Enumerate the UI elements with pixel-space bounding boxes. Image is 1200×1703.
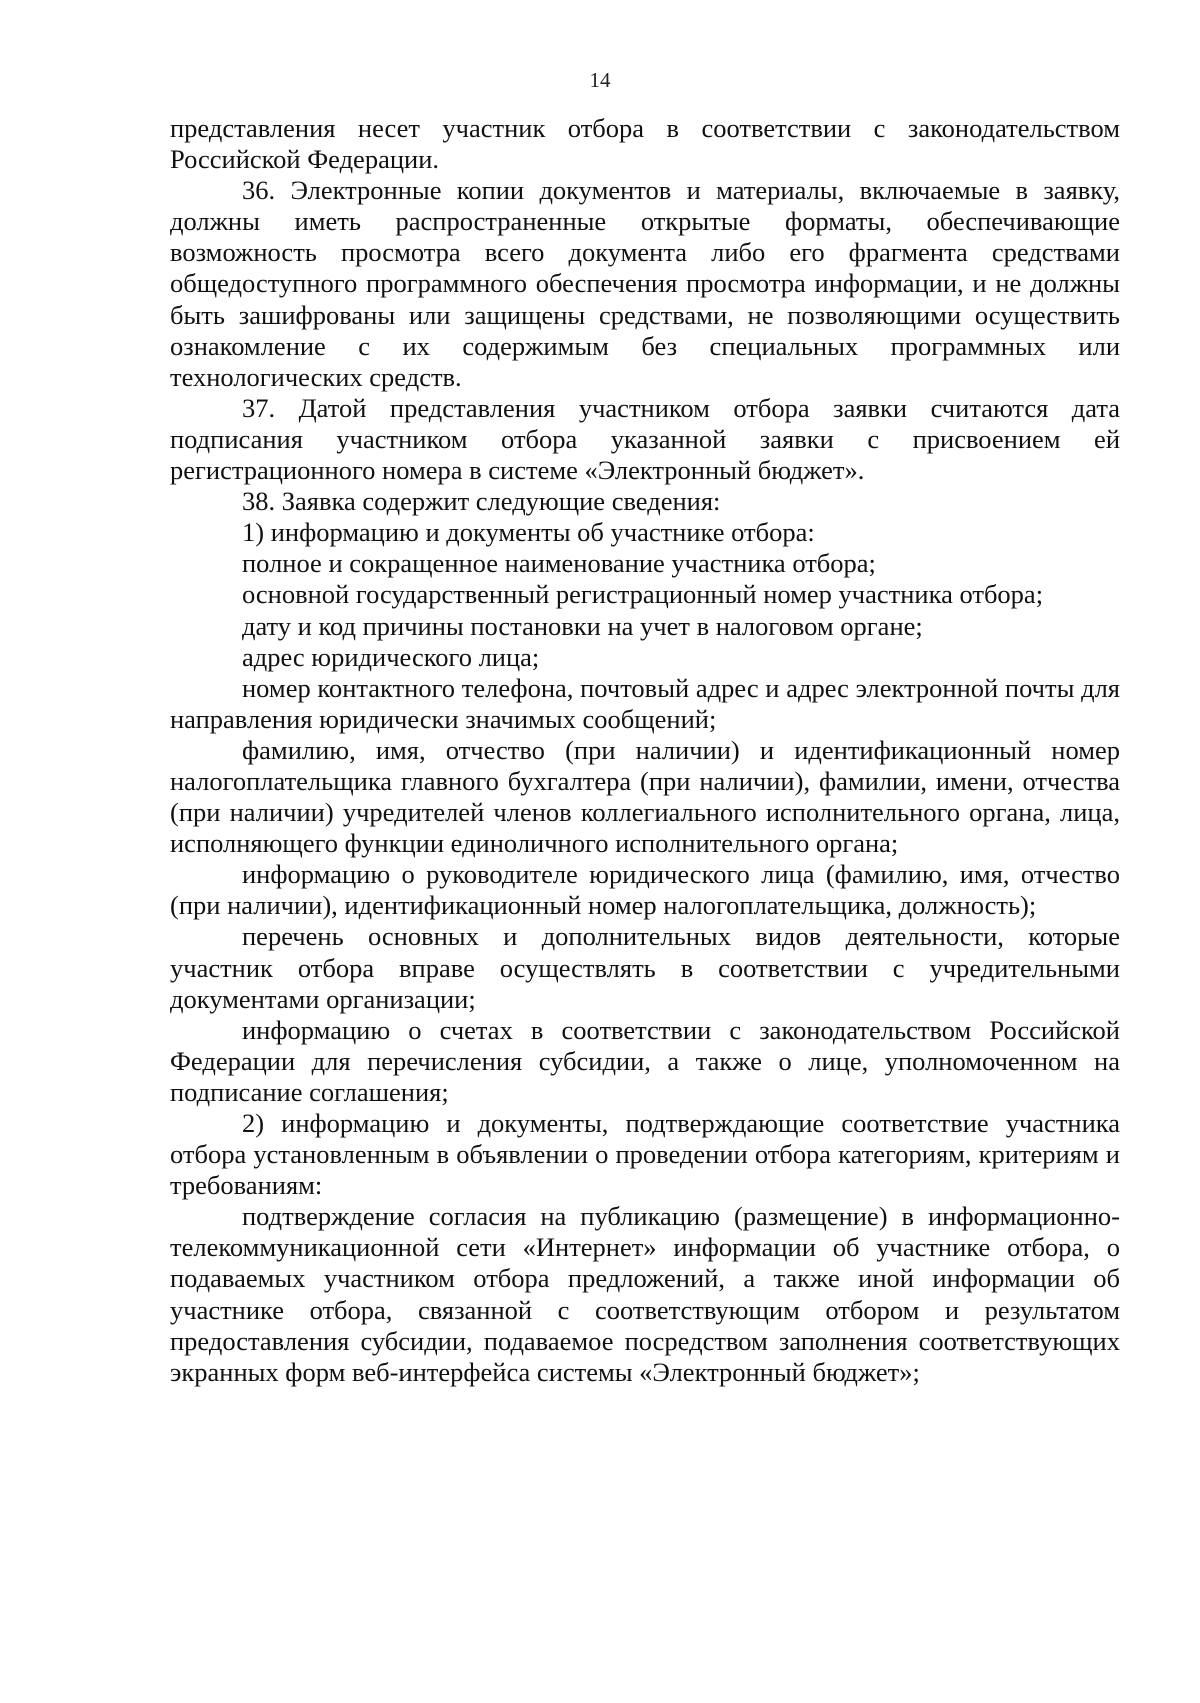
list-item: перечень основных и дополнительных видов деятельности, которые участник отбора вправе осуществлять в соответствии с учредительными документами организации;: [170, 921, 1120, 1014]
subitem-2: 2) информацию и документы, подтверждающие соответствие участника отбора установленным в объявлении о проведении отбора категориям, критериям и требованиям:: [170, 1108, 1120, 1201]
paragraph-continuation: представления несет участник отбора в соответствии с законодательством Российской Федерации.: [170, 113, 1120, 175]
list-item: информацию о руководителе юридического лица (фамилию, имя, отчество (при наличии), идентификационный номер налогоплательщика, должность);: [170, 859, 1120, 921]
paragraph-item-38: 38. Заявка содержит следующие сведения:: [242, 486, 721, 517]
list-item: подтверждение согласия на публикацию (размещение) в информационно-телекоммуникационной сети «Интернет» информации об участнике отбора, о подаваемых участником отбора предложений, а также иной информации об участнике отбора, связанной с соответствующим отбором и результатом предоставления субсидии, подаваемое посредством заполнения соответствующих экранных форм веб-интерфейса системы «Электронный бюджет»;: [170, 1201, 1120, 1387]
list-item: основной государственный регистрационный номер участника отбора;: [242, 579, 1044, 610]
list-item: полное и сокращенное наименование участника отбора;: [242, 548, 876, 579]
list-item: адрес юридического лица;: [242, 641, 540, 672]
paragraph-item-36: 36. Электронные копии документов и материалы, включаемые в заявку, должны иметь распространенные открытые форматы, обеспечивающие возможность просмотра всего документа либо его фрагмента средствами общедоступного программного обеспечения просмотра информации, и не должны быть зашифрованы или защищены средствами, не позволяющими осуществить ознакомление с их содержимым без специальных программных или технологических средств.: [170, 175, 1120, 392]
list-item: номер контактного телефона, почтовый адрес и адрес электронной почты для направления юридически значимых сообщений;: [170, 672, 1120, 734]
list-item: информацию о счетах в соответствии с законодательством Российской Федерации для перечисления субсидии, а также о лице, уполномоченном на подписание соглашения;: [170, 1014, 1120, 1107]
page-number: 14: [589, 68, 611, 92]
paragraph-item-37: 37. Датой представления участником отбора заявки считаются дата подписания участником отбора указанной заявки с присвоением ей регистрационного номера в системе «Электронный бюджет».: [170, 392, 1120, 486]
subitem-1: 1) информацию и документы об участнике отбора:: [242, 517, 815, 548]
list-item: фамилию, имя, отчество (при наличии) и идентификационный номер налогоплательщика главного бухгалтера (при наличии), фамилии, имени, отчества (при наличии) учредителей членов коллегиального исполнительного органа, лица, исполняющего функции единоличного исполнительного органа;: [170, 734, 1120, 859]
document-body: [170, 113, 1120, 1388]
list-item: дату и код причины постановки на учет в налоговом органе;: [242, 610, 923, 641]
